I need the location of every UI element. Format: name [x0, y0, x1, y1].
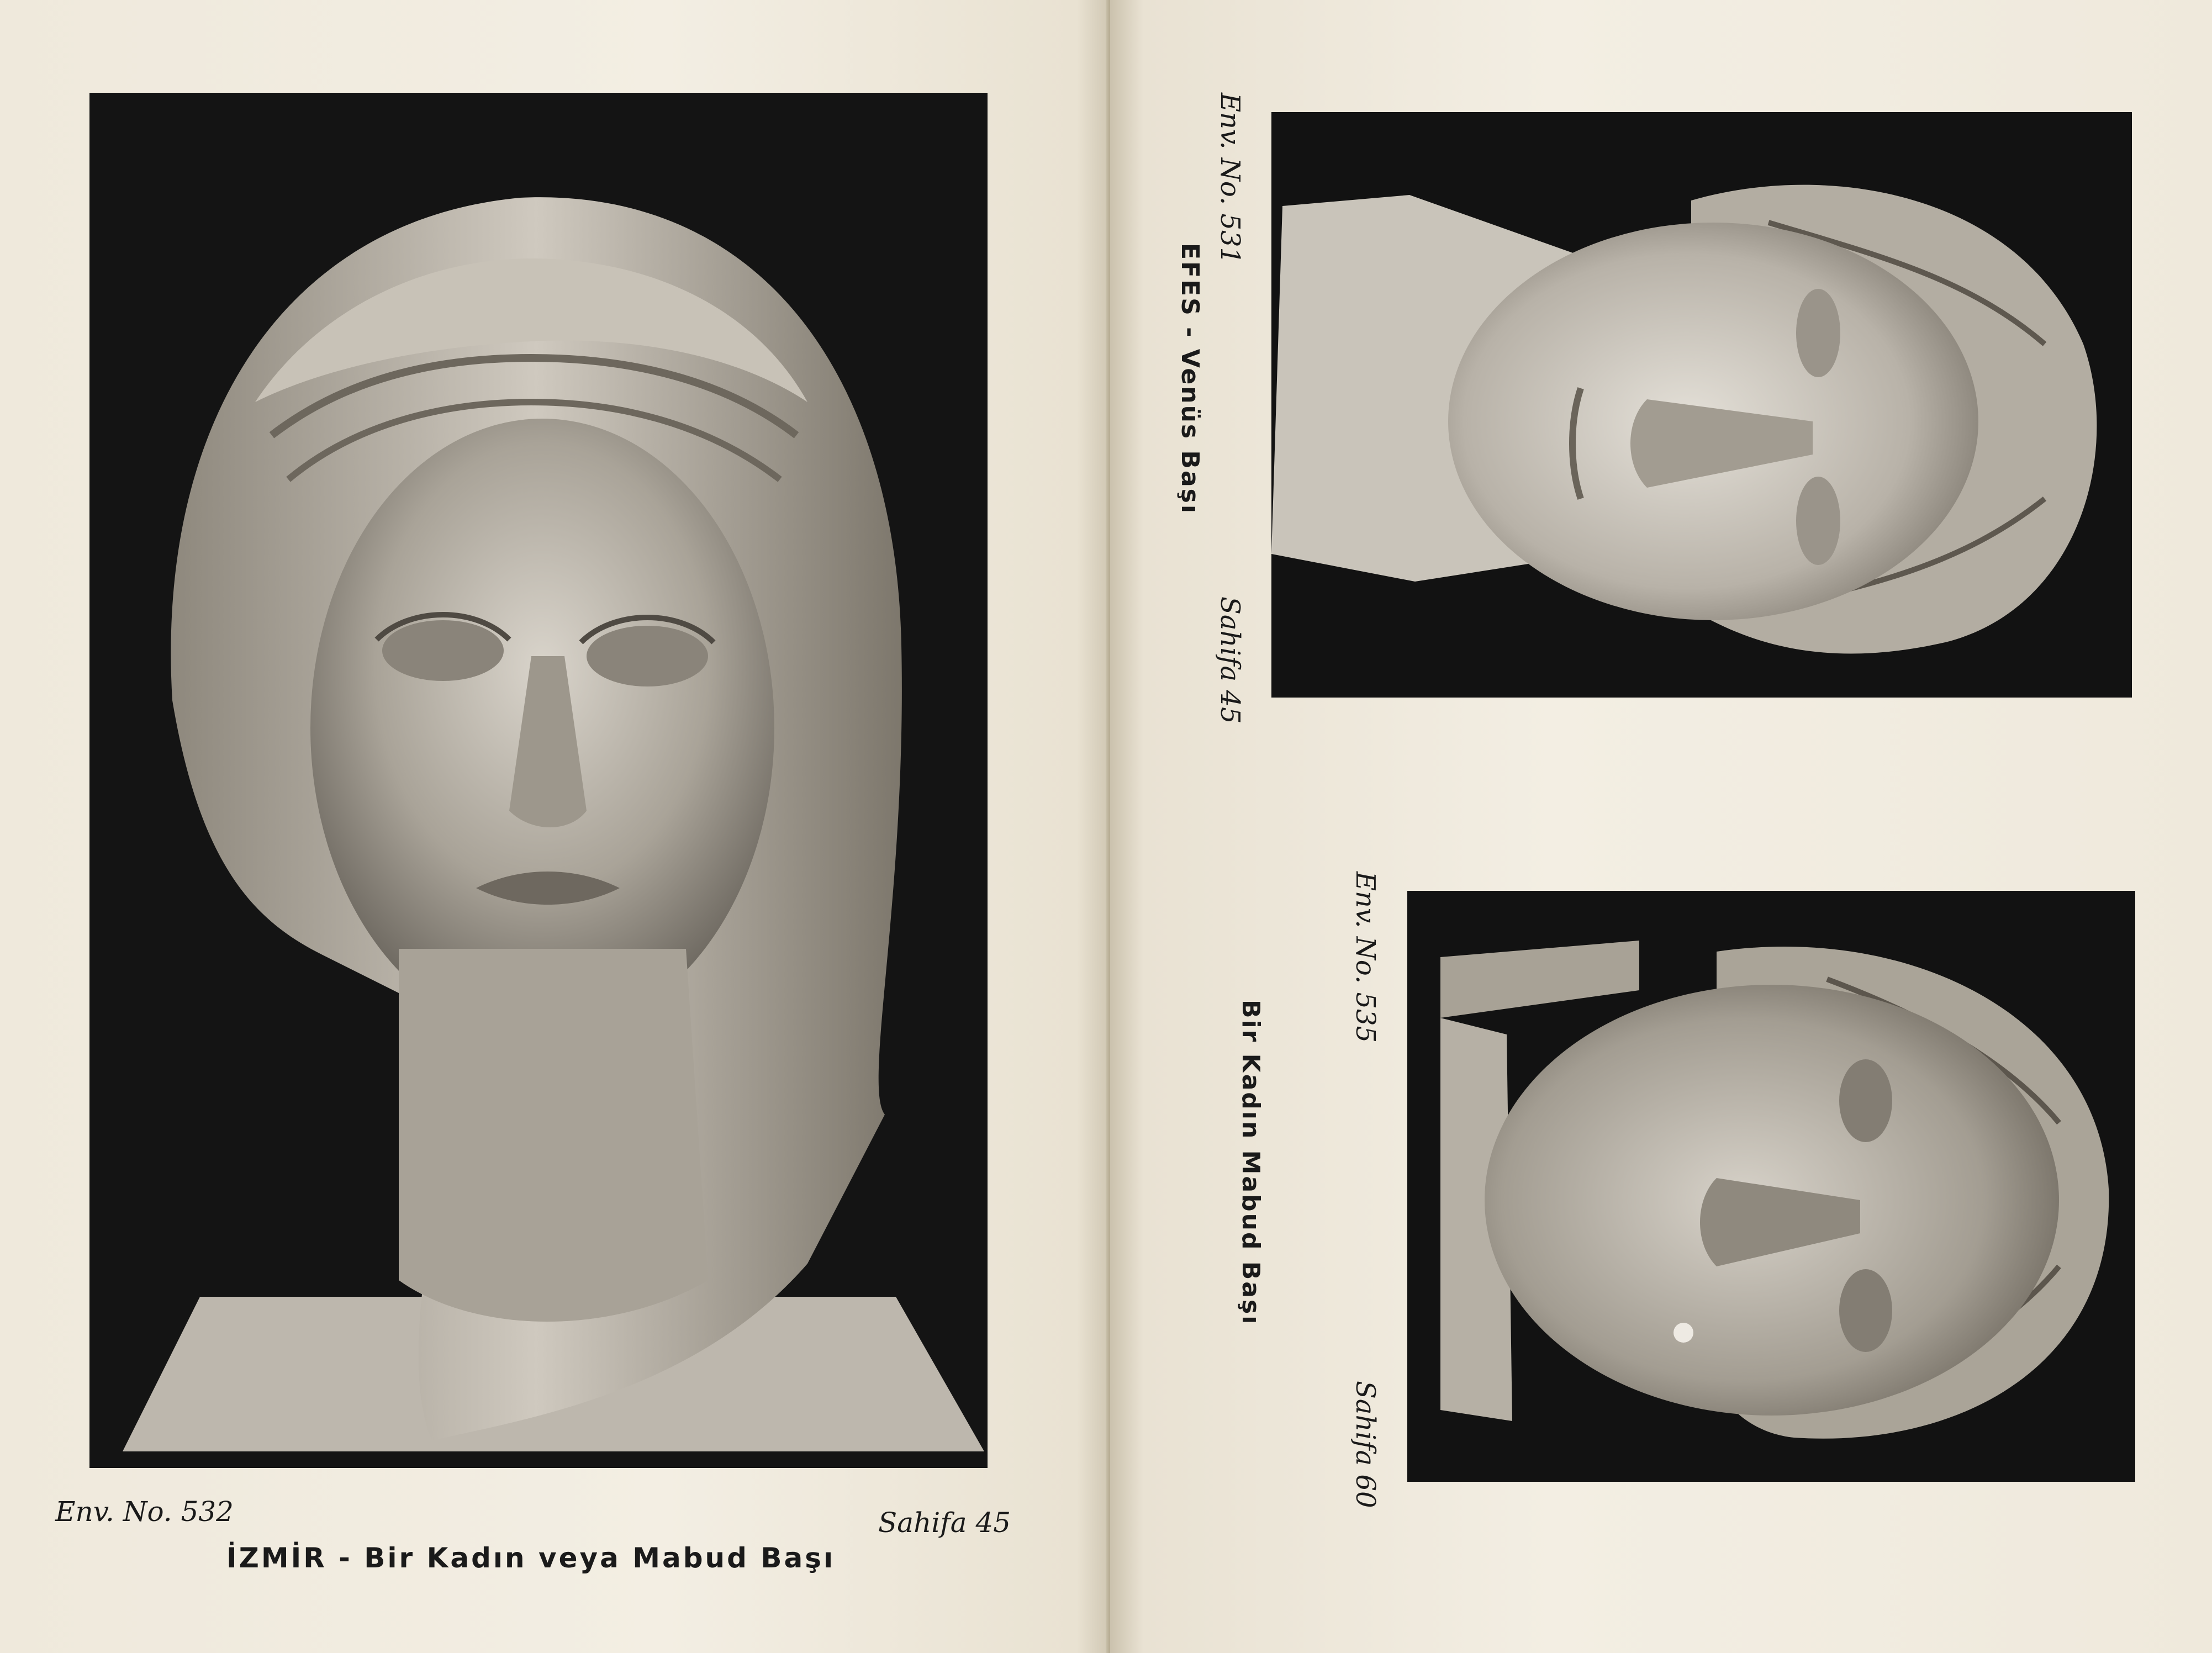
plate-photo-kadin-mabud-head [1407, 891, 2135, 1482]
plate-page-reference: Sahifa 45 [1215, 596, 1245, 724]
plate-title: İZMİR - Bir Kadın veya Mabud Başı [226, 1542, 836, 1574]
plate-photo-efes-venus-head [1271, 112, 2132, 698]
relief-head-rotated-illustration [1407, 891, 2135, 1482]
plate-page-reference: Sahifa 60 [1350, 1381, 1381, 1508]
plate-title: Bir Kadın Mabud Başı [1237, 1000, 1265, 1326]
plate-env-number: Env. No. 531 [1215, 93, 1245, 265]
plate-title: EFES - Venüs Başı [1176, 243, 1204, 515]
sculpture-head-rotated-illustration [1271, 112, 2132, 698]
plate-env-number: Env. No. 532 [55, 1496, 234, 1528]
plate-env-number: Env. No. 535 [1350, 872, 1381, 1043]
sculpture-head-frontal-illustration [89, 93, 988, 1468]
plate-page-reference: Sahifa 45 [878, 1507, 1011, 1539]
plate-photo-izmir-head [89, 93, 988, 1468]
